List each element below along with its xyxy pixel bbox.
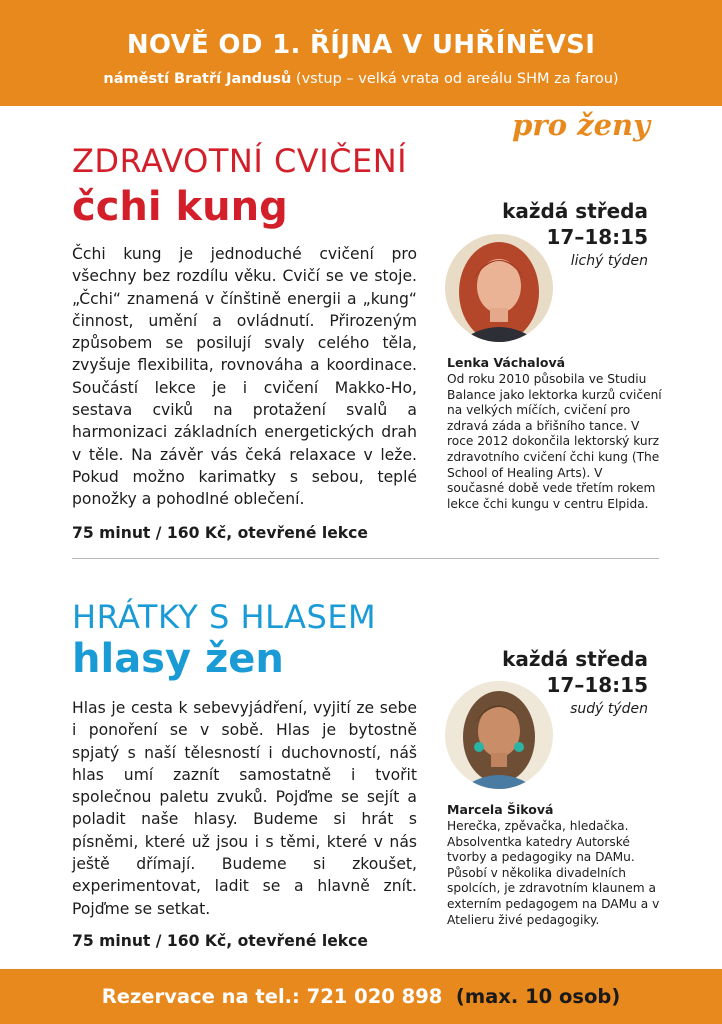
section1-body: Čchi kung je jednoduché cvičení pro všechny bez rozdílu věku. Cvičí se ve stoje. „Čchi“ znamená v čínštině energii a „kung“ činnost, umění a ovládnutí. Přirozeným způsobem se posilují svaly celého těla, zvyšuje flexibilita, rovnováha a koordinace. Součástí lekce je i cvičení Makko-Ho, sestava cviků na protažení svalů a harmonizaci základních energetických drah v těle. Na závěr vás čeká relaxace v leže. Pokud možno karimatky s sebou, teplé ponožky a pohodlné oblečení. [72, 245, 417, 509]
section-divider [72, 558, 659, 559]
capacity-note: (max. 10 osob) [455, 985, 621, 1008]
location-place: náměstí Bratří Jandusů [103, 71, 292, 87]
location-entrance: (vstup – velká vrata od areálu SHM za farou) [291, 71, 619, 87]
section1-title: čchi kung [72, 184, 288, 230]
header-location [0, 71, 722, 87]
section1-instructor-bio: Od roku 2010 působila ve Studiu Balance jako lektorka kurzů cvičení na velkých míčích, cvičení pro zdravá záda a břišního tance. V roce 2012 dokončila lektorský kurz zdravotního cvičení čchi kung (The School of Healing Arts). V současné době vede třetím rokem lekce čchi kungu v centru Elpida. [447, 372, 662, 511]
section2-instructor-name: Marcela Šiková [447, 802, 554, 817]
section1-schedule-time: 17–18:15 [546, 225, 648, 249]
section2-body: Hlas je cesta k sebevyjádření, vyjití ze sebe i ponoření se v sobě. Hlas je bytostně spjatý s naší tělesností i duchovností, náš hlas umí zaznít samostatně i tvořit společnou paletu zvuků. Pojďme se sejít a poladit naše hlasy. Budeme si hrát s písněmi, které už jsou i s těmi, které v nás ještě dřímají. Budeme si zkoušet, experimentovat, ladit se a hlavně znít. Pojďme se setkat. [72, 699, 417, 918]
header-banner [0, 0, 722, 106]
section2-schedule-week: sudý týden [570, 701, 648, 717]
tagline: pro ženy [512, 108, 650, 142]
section1-schedule-week: lichý týden [570, 253, 648, 269]
footer-reservation [0, 985, 722, 1008]
footer-banner [0, 969, 722, 1024]
section1-instructor-name: Lenka Váchalová [447, 355, 566, 370]
avatar-lenka-vachalova [445, 234, 553, 342]
portrait-woman-brown-hair-icon [445, 681, 553, 789]
portrait-woman-red-hair-icon [445, 234, 553, 342]
section1-kicker: ZDRAVOTNÍ CVIČENÍ [72, 142, 408, 180]
reservation-phone: Rezervace na tel.: 721 020 898 [101, 985, 443, 1008]
section2-schedule-day: každá středa [502, 647, 648, 671]
section1-price: 75 minut / 160 Kč, otevřené lekce [72, 524, 368, 542]
section2-instructor-bio: Herečka, zpěvačka, hledačka. Absolventka katedry Autorské tvorby a pedagogiky na DAMu. Působí v několika divadelních spolcích, je zdravotním klaunem a externím pedagogem na DAMu a v Atelieru živé pedagogiky. [447, 819, 660, 927]
section2-schedule-time: 17–18:15 [546, 673, 648, 697]
section2-title: hlasy žen [72, 636, 284, 682]
avatar-marcela-sikova [445, 681, 553, 789]
header-title: NOVĚ OD 1. ŘÍJNA V UHŘÍNĚVSI [126, 30, 596, 60]
section2-kicker: HRÁTKY S HLASEM [72, 598, 377, 636]
section1-schedule-day: každá středa [502, 199, 648, 223]
section2-price: 75 minut / 160 Kč, otevřené lekce [72, 932, 368, 950]
